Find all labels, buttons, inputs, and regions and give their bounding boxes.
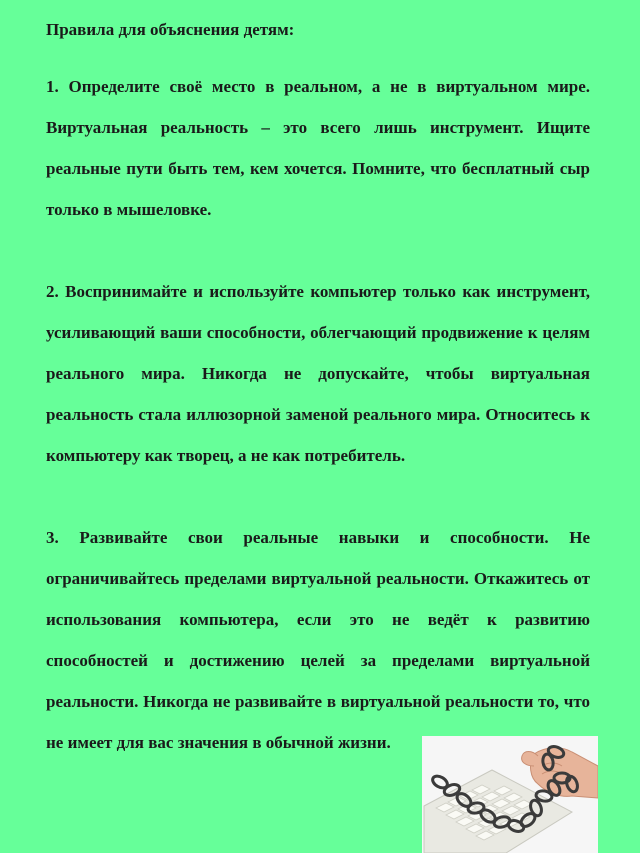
rule-3-text: 3. Развивайте свои реальные навыки и способности. Не ограничивайтесь пределами виртуальной реальности. Откажитесь от использования компьютера, если это не ведёт к развитию способностей и достижению целей за пределами виртуальной реальности. Никогда не развивайте в виртуальной реальности то, что не имеет для вас значения в обычной жизни. (46, 528, 590, 752)
rule-2-text: 2. Воспринимайте и используйте компьютер только как инструмент, усиливающий ваши способности, облегчающий продвижение к целям реального мира. Никогда не допускайте, чтобы виртуальная реальность стала иллюзорной заменой реального мира. Относитесь к компьютеру как творец, а не как потребитель. (46, 282, 590, 465)
chained-hand-keyboard-image (422, 736, 598, 853)
rule-1-text: 1. Определите своё место в реальном, а не в виртуальном мире. Виртуальная реальность – это всего лишь инструмент. Ищите реальные пути быть тем, кем хочется. Помните, что бесплатный сыр только в мышеловке. (46, 77, 590, 219)
slide-heading: Правила для объяснения детям: (46, 20, 295, 39)
chained-hand-keyboard-illustration (422, 736, 598, 853)
